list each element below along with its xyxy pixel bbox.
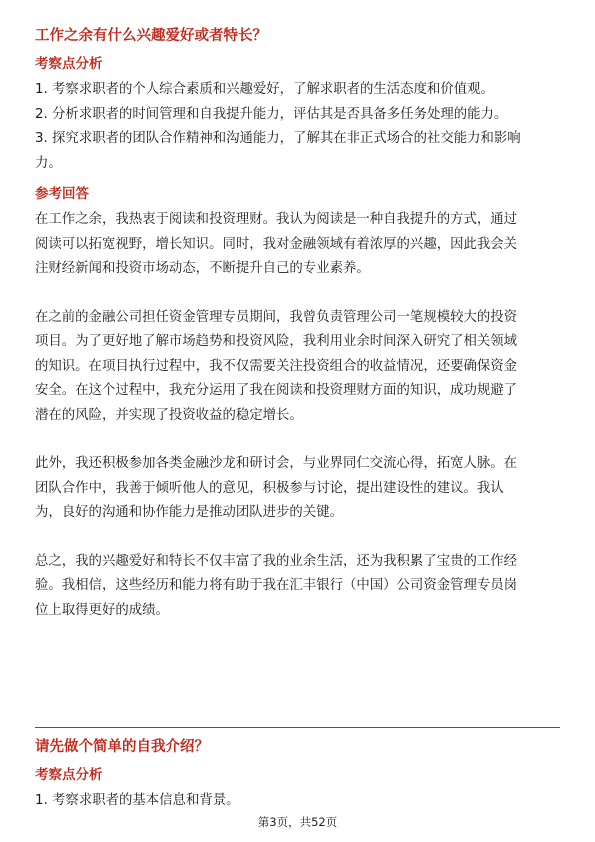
paragraph-line: 在工作之余，我热衷于阅读和投资理财。我认为阅读是一种自我提升的方式，通过 (35, 212, 518, 227)
paragraph-line: 此外，我还积极参加各类金融沙龙和研讨会，与业界同仁交流心得，拓宽人脉。在 (35, 456, 518, 471)
analysis-item: 2. 分析求职者的时间管理和自我提升能力，评估其是否具备多任务处理的能力。 (35, 106, 508, 122)
page-number: 第3页，共52页 (257, 815, 338, 829)
analysis-heading: 考察点分析 (35, 56, 103, 72)
answer-paragraph-1 (35, 208, 560, 282)
paragraph-line: 在之前的金融公司担任资金管理专员期间，我曾负责管理公司一笔规模较大的投资 (35, 309, 518, 325)
paragraph-line: 验。我相信，这些经历和能力将有助于我在汇丰银行（中国）公司资金管理专员岗 (35, 578, 518, 593)
paragraph-line: 总之，我的兴趣爱好和特长不仅丰富了我的业余生活，还为我积累了宝贵的工作经 (35, 553, 518, 569)
paragraph-line: 潜在的风险，并实现了投资收益的稳定增长。 (35, 407, 303, 423)
answer-paragraph-3 (35, 452, 560, 526)
section-divider (35, 727, 560, 728)
analysis-heading: 考察点分析 (35, 767, 103, 783)
answer-paragraph-2 (35, 306, 560, 429)
answer-heading: 参考回答 (35, 186, 89, 202)
analysis-item: 3. 探究求职者的团队合作精神和沟通能力，了解其在非正式场合的社交能力和影响 (35, 131, 521, 146)
analysis-item-continued: 力。 (35, 155, 62, 171)
analysis-item: 1. 考察求职者的基本信息和背景。 (35, 793, 240, 808)
question-1 (35, 26, 560, 623)
paragraph-line: 注财经新闻和投资市场动态，不断提升自己的专业素养。 (35, 261, 370, 276)
question-title: 工作之余有什么兴趣爱好或者特长？ (35, 28, 267, 44)
paragraph-line: 安全。在这个过程中，我充分运用了我在阅读和投资理财方面的知识，成功规避了 (35, 383, 518, 398)
analysis-list (35, 78, 560, 176)
question-2 (35, 737, 560, 814)
paragraph-line: 项目。为了更好地了解市场趋势和投资风险，我利用业余时间深入研究了相关领域 (35, 334, 518, 349)
paragraph-line: 的知识。在项目执行过程中，我不仅需要关注投资组合的收益情况，还要确保资金 (35, 358, 518, 374)
question-title: 请先做个简单的自我介绍？ (35, 739, 209, 755)
paragraph-line: 位上取得更好的成绩。 (35, 602, 169, 618)
paragraph-line: 为，良好的沟通和协作能力是推动团队进步的关键。 (35, 505, 343, 520)
paragraph-line: 阅读可以拓宽视野，增长知识。同时，我对金融领域有着浓厚的兴趣，因此我会关 (35, 236, 518, 252)
analysis-item: 1. 考察求职者的个人综合素质和兴趣爱好，了解求职者的生活态度和价值观。 (35, 82, 494, 97)
answer-paragraph-4 (35, 550, 560, 624)
paragraph-line: 团队合作中，我善于倾听他人的意见，积极参与讨论，提出建设性的建议。我认 (35, 480, 504, 496)
